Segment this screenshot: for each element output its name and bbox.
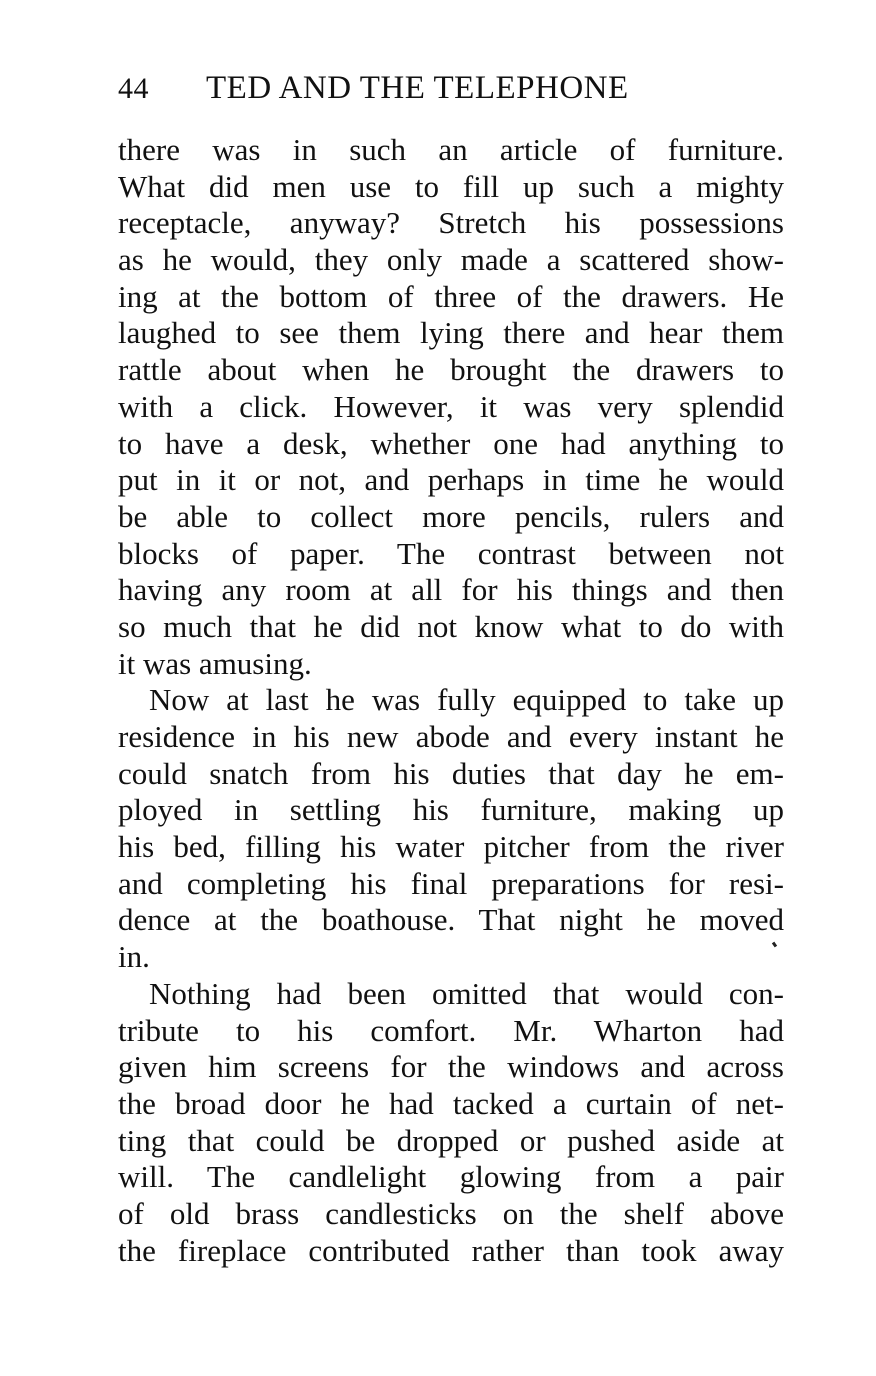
text-line: the broad door he had tacked a curtain of net- [118,1085,784,1121]
text-line: blocks of paper. The contrast between not [118,535,784,571]
text-line: there was in such an article of furniture. [118,132,784,167]
text-line: and completing his final preparations for resi- [118,865,784,901]
running-title: TED AND THE TELEPHONE [206,70,629,106]
text-line: could snatch from his duties that day he em- [118,755,784,791]
text-line: tribute to his comfort. Mr. Wharton had [118,1012,784,1048]
body-text [118,132,784,1269]
text-line: the fireplace contributed rather than took away [118,1232,784,1268]
text-line: Nothing had been omitted that would con- [149,975,784,1011]
text-line: laughed to see them lying there and hear them [118,315,784,351]
text-line: What did men use to fill up such a mighty [118,168,784,204]
text-line: in. [118,939,150,975]
text-line: to have a desk, whether one had anything to [118,425,784,461]
text-line: given him screens for the windows and across [118,1049,784,1085]
text-line: ting that could be dropped or pushed aside at [118,1122,784,1158]
text-line: be able to collect more pencils, rulers and [118,498,784,534]
text-line: put in it or not, and perhaps in time he would [118,462,784,498]
text-line: with a click. However, it was very splendid [118,388,784,424]
text-line: ployed in settling his furniture, making up [118,792,784,828]
text-line: ing at the bottom of three of the drawers. He [118,278,784,314]
running-head [118,66,718,110]
text-line: as he would, they only made a scattered show- [118,242,784,278]
text-line: will. The candlelight glowing from a pair [118,1159,784,1195]
text-line: it was amusing. [118,645,312,681]
text-line: receptacle, anyway? Stretch his possessions [118,205,784,241]
text-line: rattle about when he brought the drawers to [118,352,784,388]
text-line: residence in his new abode and every instant he [118,719,784,754]
text-line: having any room at all for his things and then [118,572,784,608]
text-line: dence at the boathouse. That night he moved [118,902,784,938]
page-number: 44 [118,72,149,105]
text-line: his bed, filling his water pitcher from the river [118,829,784,865]
text-line: Now at last he was fully equipped to take up [149,682,784,718]
text-line: so much that he did not know what to do with [118,608,784,644]
text-line: of old brass candlesticks on the shelf above [118,1195,784,1231]
